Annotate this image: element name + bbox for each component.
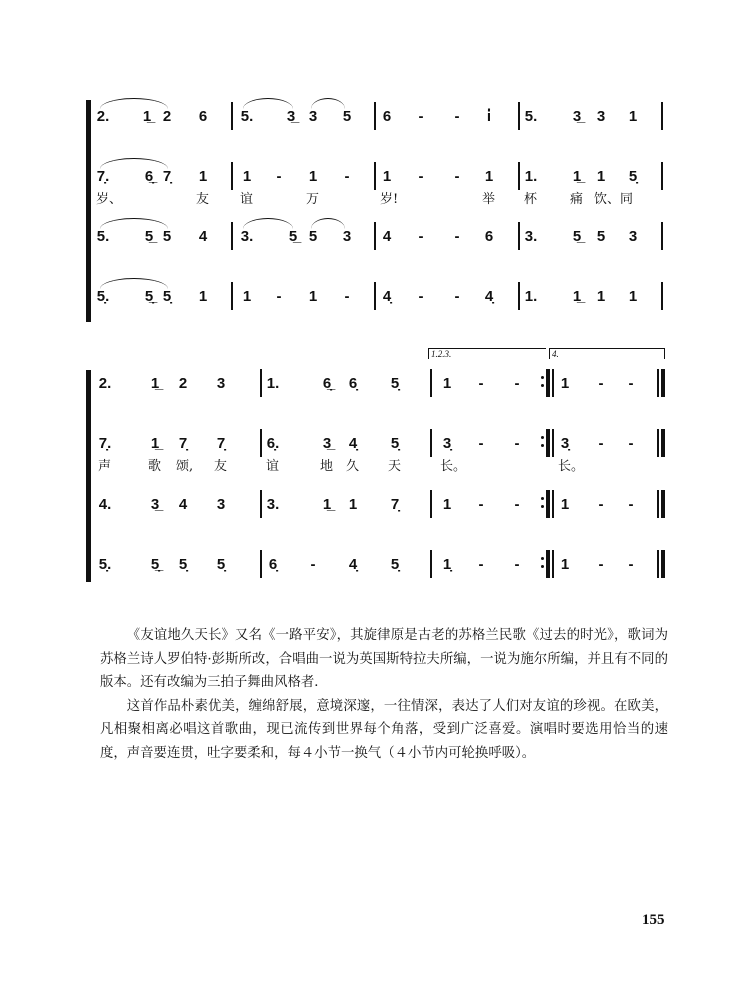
barline xyxy=(231,222,233,250)
note: 1 xyxy=(242,288,252,305)
note: 6̣ xyxy=(268,556,278,573)
note: 5̣. xyxy=(96,288,110,305)
note: - xyxy=(478,496,484,513)
note: - xyxy=(418,288,424,305)
note: - xyxy=(628,496,634,513)
note: - xyxy=(478,375,484,392)
lyric: 长。 xyxy=(440,459,467,474)
barline xyxy=(260,369,262,397)
note: - xyxy=(628,435,634,452)
note: - xyxy=(628,375,634,392)
note: 1 xyxy=(442,496,452,513)
note: - xyxy=(344,288,350,305)
barline xyxy=(661,102,663,130)
note: 1. xyxy=(524,168,538,185)
note: 4̣ xyxy=(348,556,358,573)
lyric: 声 xyxy=(98,459,112,474)
repeat-barline xyxy=(546,550,550,578)
note: 1̲ xyxy=(150,435,160,452)
soprano-row-1 xyxy=(0,108,752,132)
note: 4 xyxy=(382,228,392,245)
note: 4 xyxy=(178,496,188,513)
note: 1 xyxy=(308,168,318,185)
note: 5̲ xyxy=(572,228,582,245)
lyric: 谊 xyxy=(240,192,254,207)
volta-label: 4. xyxy=(552,349,559,359)
note: - xyxy=(598,496,604,513)
final-barline xyxy=(657,429,659,457)
note: 5 xyxy=(308,228,318,245)
repeat-barline xyxy=(546,429,550,457)
note: 5. xyxy=(524,108,538,125)
note: 3. xyxy=(240,228,254,245)
barline xyxy=(552,490,554,518)
lyric: 杯 xyxy=(524,192,538,207)
note: - xyxy=(418,228,424,245)
note: 7̣ xyxy=(162,168,172,185)
note: - xyxy=(628,556,634,573)
note: 1. xyxy=(524,288,538,305)
note: 3̲ xyxy=(150,496,160,513)
note: - xyxy=(514,496,520,513)
note: 5̣ xyxy=(628,168,638,185)
lyric: 长。 xyxy=(558,459,585,474)
barline xyxy=(430,550,432,578)
note: 1̲ xyxy=(142,108,152,125)
note: 4̣ xyxy=(348,435,358,452)
final-barline-thick xyxy=(661,429,665,457)
note: 1 xyxy=(596,288,606,305)
note: 3 xyxy=(628,228,638,245)
page-number: 155 xyxy=(642,912,665,928)
note: 1̲ xyxy=(322,496,332,513)
note: 6 xyxy=(198,108,208,125)
note: 2 xyxy=(162,108,172,125)
note: - xyxy=(478,435,484,452)
note: 5 xyxy=(162,228,172,245)
barline xyxy=(260,429,262,457)
lyric: 谊 xyxy=(266,459,280,474)
alto-row-2 xyxy=(0,435,752,459)
repeat-sign xyxy=(541,554,544,573)
final-barline-thick xyxy=(661,550,665,578)
final-barline-thick xyxy=(661,490,665,518)
note: - xyxy=(598,435,604,452)
lyric: 天 xyxy=(388,459,402,474)
barline xyxy=(661,282,663,310)
note: 5̣ xyxy=(162,288,172,305)
lyric: 歌 xyxy=(148,459,162,474)
lyric: 万 xyxy=(306,192,320,207)
note: 5̣ xyxy=(390,556,400,573)
paragraph-1: 《友谊地久天长》又名《一路平安》，其旋律原是古老的苏格兰民歌《过去的时光》，歌词为苏格兰诗人罗伯特·彭斯所改，合唱曲一说为英国斯特拉夫所编，一说为施尔所编，并且有不同的版本。还有改编为三拍子舞曲风格者． xyxy=(100,628,668,690)
note: 3. xyxy=(524,228,538,245)
note: 3̲ xyxy=(286,108,296,125)
final-barline xyxy=(657,550,659,578)
barline xyxy=(260,550,262,578)
lyric: 举 xyxy=(482,192,496,207)
note: 5̣. xyxy=(98,556,112,573)
final-barline xyxy=(657,369,659,397)
note: - xyxy=(454,288,460,305)
barline xyxy=(518,282,520,310)
barline xyxy=(518,162,520,190)
barline xyxy=(661,222,663,250)
barline xyxy=(231,282,233,310)
barline xyxy=(430,369,432,397)
barline xyxy=(231,102,233,130)
barline xyxy=(518,102,520,130)
repeat-sign xyxy=(541,373,544,392)
note: 7̣ xyxy=(178,435,188,452)
note: 4. xyxy=(98,496,112,513)
repeat-barline xyxy=(546,369,550,397)
note: 4̣ xyxy=(382,288,392,305)
note: 4 xyxy=(198,228,208,245)
note: 5̣ xyxy=(216,556,226,573)
note: 5. xyxy=(96,228,110,245)
slur xyxy=(100,98,168,109)
lyrics-row-2 xyxy=(0,459,752,483)
note: - xyxy=(310,556,316,573)
note: - xyxy=(514,556,520,573)
note: 5̣ xyxy=(390,375,400,392)
note: - xyxy=(344,168,350,185)
note: - xyxy=(454,108,460,125)
slur xyxy=(100,278,168,289)
note: 1 xyxy=(596,168,606,185)
note: 1 xyxy=(484,168,494,185)
note: - xyxy=(514,375,520,392)
note: 3 xyxy=(216,496,226,513)
barline xyxy=(374,162,376,190)
note: 7̣. xyxy=(98,435,112,452)
note: 6 xyxy=(382,108,392,125)
tenor-row-1 xyxy=(0,228,752,252)
lyric: 岁! xyxy=(380,192,399,207)
paragraph-2: 这首作品朴素优美，缠绵舒展，意境深邃，一往情深，表达了人们对友谊的珍视。在欧美，凡相聚相离必唱这首歌曲，现已流传到世界每个角落，受到广泛喜爱。演唱时要选用恰当的速度，声音要连贯，吐字要柔和，每４小节一换气（４小节内可轮换呼吸）。 xyxy=(100,698,668,761)
lyrics-row-1 xyxy=(0,192,752,216)
note: 3 xyxy=(216,375,226,392)
description-text xyxy=(100,624,668,765)
note: - xyxy=(454,228,460,245)
note: 2. xyxy=(96,108,110,125)
note: 1̣ xyxy=(442,556,452,573)
note: 7̣ xyxy=(216,435,226,452)
note: 4̣ xyxy=(484,288,494,305)
note: 1 xyxy=(198,168,208,185)
note: 1 xyxy=(560,375,570,392)
note: 3̲ xyxy=(322,435,332,452)
barline xyxy=(374,102,376,130)
note: 1 xyxy=(628,108,638,125)
barline xyxy=(518,222,520,250)
note: 3̣ xyxy=(442,435,452,452)
note: 5̣̲ xyxy=(150,556,160,573)
note: 5̣ xyxy=(390,435,400,452)
note: - xyxy=(598,556,604,573)
slur xyxy=(100,158,168,169)
lyric: 颂, xyxy=(176,459,194,474)
repeat-sign xyxy=(541,494,544,513)
note: 1 xyxy=(560,496,570,513)
note: 1 xyxy=(308,288,318,305)
barline xyxy=(552,369,554,397)
note: 5̣̲ xyxy=(144,288,154,305)
note: 3̣ xyxy=(560,435,570,452)
note: 5 xyxy=(596,228,606,245)
note: 1 xyxy=(242,168,252,185)
note: 1. xyxy=(266,375,280,392)
note: 3 xyxy=(342,228,352,245)
note: 3 xyxy=(308,108,318,125)
note: 7̣. xyxy=(96,168,110,185)
final-barline xyxy=(657,490,659,518)
note: 5̣ xyxy=(178,556,188,573)
bass-row-1 xyxy=(0,288,752,312)
barline xyxy=(661,162,663,190)
note: - xyxy=(276,288,282,305)
note: 1 xyxy=(628,288,638,305)
barline xyxy=(231,162,233,190)
tenor-row-2 xyxy=(0,496,752,520)
note: - xyxy=(418,168,424,185)
note: 5̲ xyxy=(288,228,298,245)
note: - xyxy=(514,435,520,452)
note: - xyxy=(276,168,282,185)
alto-row-1 xyxy=(0,168,752,192)
lyric: 友 xyxy=(214,459,228,474)
repeat-sign xyxy=(541,433,544,452)
note: 1̲ xyxy=(572,168,582,185)
volta-first-ending xyxy=(428,348,546,359)
note: 3̲ xyxy=(572,108,582,125)
note: 6̣. xyxy=(266,435,280,452)
note: 2. xyxy=(98,375,112,392)
lyric: 痛 xyxy=(570,192,584,207)
note: 3 xyxy=(596,108,606,125)
note: 1 xyxy=(442,375,452,392)
note: - xyxy=(454,168,460,185)
note: 1 xyxy=(198,288,208,305)
note: 1 xyxy=(560,556,570,573)
note: 3. xyxy=(266,496,280,513)
barline xyxy=(260,490,262,518)
final-barline-thick xyxy=(661,369,665,397)
note: i̇ xyxy=(486,108,492,125)
barline xyxy=(552,429,554,457)
barline xyxy=(552,550,554,578)
slur xyxy=(100,218,168,229)
note: 5. xyxy=(240,108,254,125)
note: 5̲ xyxy=(144,228,154,245)
note: 6̣ xyxy=(348,375,358,392)
note: 5 xyxy=(342,108,352,125)
lyric: 岁、 xyxy=(96,192,123,207)
volta-second-ending xyxy=(549,348,665,359)
note: 6 xyxy=(484,228,494,245)
barline xyxy=(374,282,376,310)
lyric: 友 xyxy=(196,192,210,207)
soprano-row-2 xyxy=(0,375,752,399)
note: 1 xyxy=(348,496,358,513)
note: 2 xyxy=(178,375,188,392)
bass-row-2 xyxy=(0,556,752,580)
barline xyxy=(374,222,376,250)
note: 1 xyxy=(382,168,392,185)
note: - xyxy=(478,556,484,573)
note: 6̣̲ xyxy=(322,375,332,392)
note: 1̲ xyxy=(150,375,160,392)
lyric: 久 xyxy=(346,459,360,474)
lyric: 地 xyxy=(320,459,334,474)
note: - xyxy=(598,375,604,392)
note: - xyxy=(418,108,424,125)
barline xyxy=(430,490,432,518)
volta-label: 1.2.3. xyxy=(431,349,452,359)
barline xyxy=(430,429,432,457)
note: 7̣ xyxy=(390,496,400,513)
repeat-barline xyxy=(546,490,550,518)
lyric: 饮、同 xyxy=(594,192,634,207)
note: 1̲ xyxy=(572,288,582,305)
note: 6̣̲ xyxy=(144,168,154,185)
